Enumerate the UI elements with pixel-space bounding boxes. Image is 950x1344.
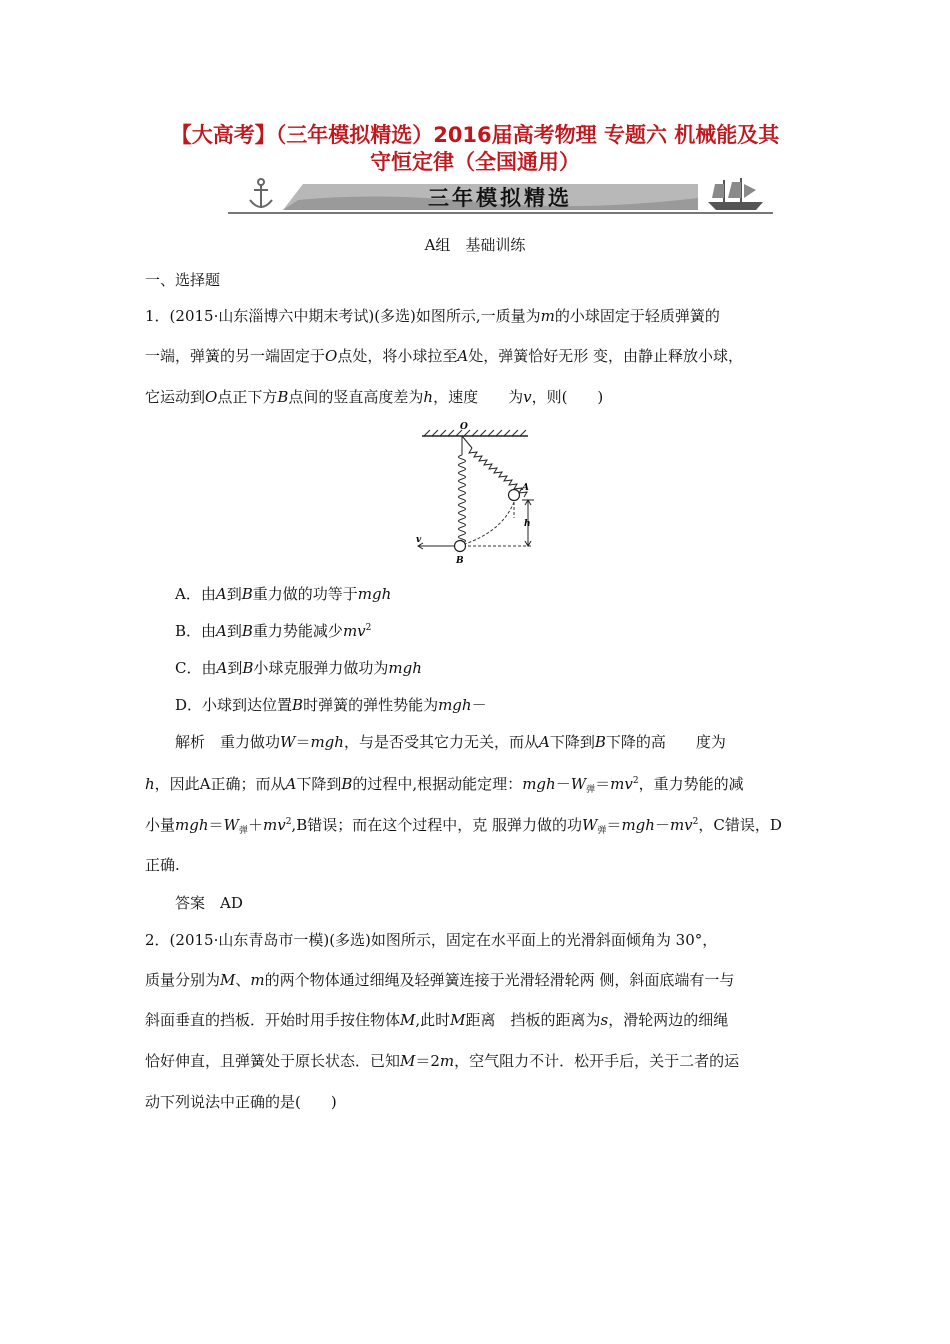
option-b: B．由A到B重力势能减少$mv^2$ [175, 622, 372, 640]
label-B: B [456, 556, 464, 566]
label-A: A [522, 483, 529, 493]
document-title [120, 122, 830, 176]
label-v: v [416, 535, 422, 545]
title-line-2: 守恒定律（全国通用） [370, 150, 580, 174]
group-heading: A组 基础训练 [424, 236, 526, 254]
section-banner [228, 176, 773, 216]
title-line-1: 【大高考】（三年模拟精选）2016届高考物理 专题六 机械能及其 [170, 123, 780, 147]
ship-icon [708, 178, 763, 210]
label-h: h [524, 519, 531, 529]
banner-title: 三年模拟精选 [428, 186, 572, 210]
q2-line-3: 斜面垂直的挡板．开始时用手按住物体M,此时M距离 挡板的距离为s，滑轮两边的细绳 [145, 1011, 729, 1029]
part-heading: 一、选择题 [145, 271, 221, 289]
label-O: O [460, 422, 468, 432]
option-c: C．由A到B小球克服弹力做功为mgh [175, 659, 422, 677]
option-a: A．由A到B重力做的功等于mgh [175, 585, 392, 603]
option-d: D．小球到达位置B时弹簧的弹性势能为mgh－ [175, 696, 487, 714]
q1-line-3: 它运动到O点正下方B点间的竖直高度差为h，速度 为v，则( ) [145, 388, 604, 406]
solution-line-3: 小量$mgh=W_弹+mv^2,B$错误；而在这个过程中，克 服弹力做的功$W_弹=mgh-mv^2$，C错误，D [145, 816, 782, 836]
q2-line-1: 2．(2015·山东青岛市一模)(多选)如图所示，固定在水平面上的光滑斜面倾角为 30°， [145, 931, 718, 949]
q2-line-5: 动下列说法中正确的是( ) [145, 1093, 337, 1111]
answer-line: 答案 AD [175, 894, 243, 912]
spring-figure [410, 420, 550, 570]
solution-line-2: h，因此A正确；而从A下降到B的过程中,根据动能定理：$mgh-W_弹=mv^2$，重力势能的减 [145, 775, 744, 795]
anchor-icon [250, 179, 272, 208]
solution-line-4: 正确. [145, 856, 180, 874]
solution-line-1: 解析 重力做功W＝mgh，与是否受其它力无关，而从A下降到B下降的高 度为 [175, 733, 726, 751]
q2-line-4: 恰好伸直，且弹簧处于原长状态．已知M＝2m，空气阻力不计．松开手后，关于二者的运 [145, 1052, 740, 1070]
q1-line-1: 1．(2015·山东淄博六中期末考试)(多选)如图所示,一质量为m的小球固定于轻质弹簧的 [145, 307, 720, 325]
q1-line-2: 一端，弹簧的另一端固定于O点处，将小球拉至A处，弹簧恰好无形 变，由静止释放小球， [145, 347, 743, 365]
q2-line-2: 质量分别为M、m的两个物体通过细绳及轻弹簧连接于光滑轻滑轮两 侧，斜面底端有一与 [145, 971, 735, 989]
